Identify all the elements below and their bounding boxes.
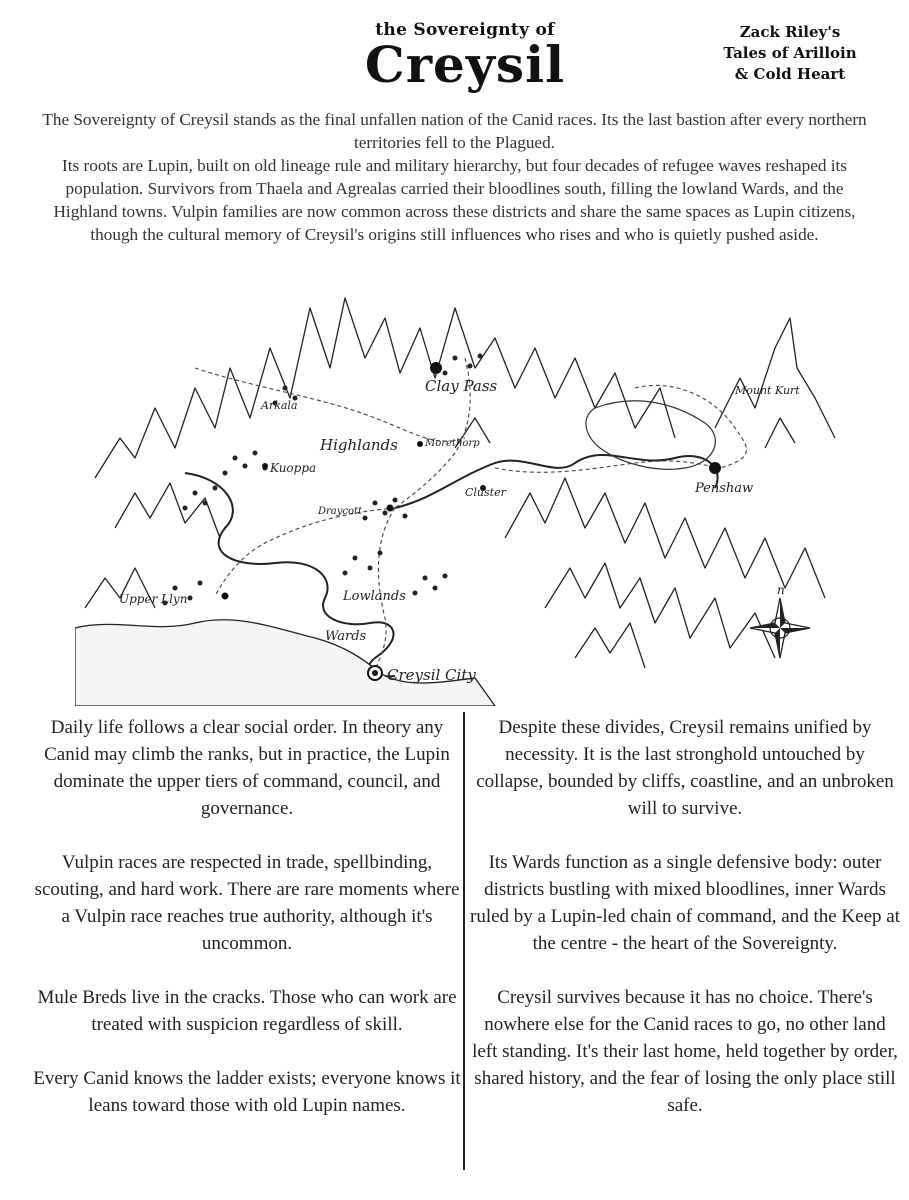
left-paragraph-4: Every Canid knows the ladder exists; everyone knows it leans toward those with old Lupin names.: [33, 1068, 461, 1116]
map-label-clay-pass: Clay Pass: [425, 377, 498, 395]
author-line-3: & Cold Heart: [734, 65, 846, 83]
map-label-cluster: Cluster: [465, 486, 506, 499]
left-paragraph-1: Daily life follows a clear social order. In theory any Canid may climb the ranks, but in practice, the Lupin dominate the upper tiers of command, council, and governance.: [44, 717, 450, 819]
column-divider: [463, 712, 465, 1170]
right-column: [470, 714, 900, 1146]
intro-text: [40, 108, 869, 246]
intro-paragraph-1: The Sovereignty of Creysil stands as the final unfallen nation of the Canid races. Its the last bastion after every northern territories fell to the Plagued.: [42, 110, 867, 152]
map-label-creysil-city: Creysil City: [387, 666, 476, 684]
lake: [586, 401, 715, 470]
map-label-wards: Wards: [325, 629, 367, 644]
map-label-lowlands: Lowlands: [343, 589, 406, 604]
author-line-1: Zack Riley's: [739, 23, 841, 41]
map-label-highlands: Highlands: [320, 436, 398, 454]
map-label-penshaw: Penshaw: [695, 481, 754, 496]
map-label-kuoppa: Kuoppa: [270, 461, 317, 475]
compass-north-label: n: [777, 583, 785, 597]
map-label-upper-llyn: Upper Llyn: [119, 592, 188, 606]
page-title: Creysil: [364, 35, 566, 94]
intro-paragraph-2: Its roots are Lupin, built on old lineage rule and military hierarchy, but four decades of refugee waves reshaped its population. Survivors from Thaela and Agrealas carried their bloodlines south, filling the lowland Wards, and the Highland towns. Vulpin families are now common across these districts and share the same spaces as Lupin citizens, though the cultural memory of Creysil's origins still influences who rises and who is quietly pushed aside.: [53, 156, 856, 244]
map-label-draycott: Draycott: [318, 506, 363, 517]
right-paragraph-1: Despite these divides, Creysil remains unified by necessity. It is the last stronghold untouched by collapse, bounded by cliffs, coastline, and an unbroken will to survive.: [476, 717, 894, 819]
title-subheading: the Sovereignty of: [375, 20, 555, 40]
map-label-arkala: Arkala: [261, 399, 298, 412]
left-column: [32, 714, 462, 1146]
map-label-morethorp: Morethorp: [425, 438, 480, 449]
map-label-mount-kurt: Mount Kurt: [735, 384, 800, 397]
left-paragraph-3: Mule Breds live in the cracks. Those who can work are treated with suspicion regardless of skill.: [37, 987, 457, 1035]
right-paragraph-3: Creysil survives because it has no choice. There's nowhere else for the Canid races to go, no other land left standing. It's their last home, held together by order, shared history, and the fear of losing the only place still safe.: [472, 987, 898, 1116]
river-east: [395, 455, 718, 508]
author-line-2: Tales of Arilloin: [723, 44, 857, 62]
coastline: [75, 620, 495, 706]
right-paragraph-2: Its Wards function as a single defensive body: outer districts bustling with mixed bloodlines, inner Wards ruled by a Lupin-led chain of command, and the Keep at the centre - the heart of the Sovereignty.: [470, 852, 900, 954]
creysil-map: [75, 278, 845, 706]
title-block: [300, 20, 630, 92]
author-credit: [690, 22, 890, 85]
left-paragraph-2: Vulpin races are respected in trade, spellbinding, scouting, and hard work. There are rare moments where a Vulpin race reaches true authority, although it's uncommon.: [34, 852, 460, 954]
